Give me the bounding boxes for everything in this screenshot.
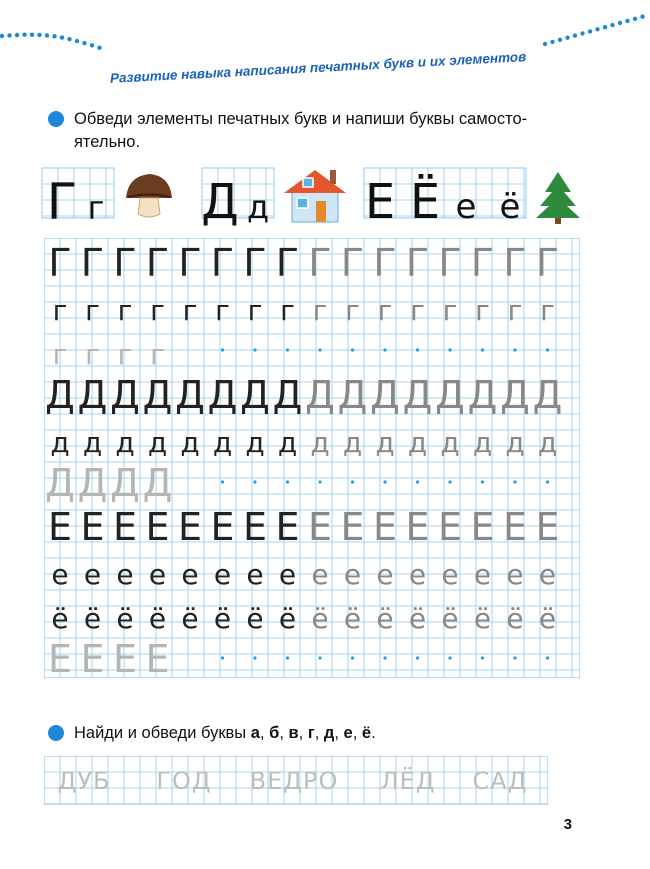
practice-letter: ё (213, 602, 232, 635)
guide-dot (253, 480, 256, 483)
decorative-dot (595, 27, 599, 31)
guide-dot (253, 348, 256, 351)
practice-letter: Е (242, 505, 268, 549)
practice-letter: ё (278, 602, 297, 635)
practice-letter: Д (77, 461, 108, 505)
decorative-dot (633, 17, 637, 21)
practice-letter: Г (113, 241, 137, 285)
practice-letter: Е (112, 637, 138, 678)
practice-letter: Г (308, 241, 332, 285)
decorative-dot (67, 37, 71, 41)
practice-letter: ё (311, 602, 329, 635)
decorative-dot (52, 34, 56, 38)
sample-letters-row (0, 150, 650, 230)
practice-letter: д (440, 426, 460, 459)
practice-letter: Г (373, 241, 397, 285)
practice-letter: Д (467, 373, 498, 417)
practice-letter: Д (402, 373, 433, 417)
decorative-dot (610, 23, 614, 27)
practice-letter: ё (181, 602, 199, 635)
guide-dot (221, 656, 224, 659)
practice-letter: г (475, 294, 490, 327)
sample-letter-e-lower: е (455, 187, 477, 227)
practice-letter: Д (337, 373, 368, 417)
trace-word: ВЕДРО (249, 767, 339, 795)
practice-letter: г (117, 294, 133, 327)
house-icon (284, 170, 346, 222)
guide-dot (448, 348, 451, 351)
decorative-dot (0, 34, 4, 38)
practice-letter: Е (437, 505, 463, 549)
task2-letter: г (307, 724, 315, 742)
practice-letter: д (375, 426, 395, 459)
practice-letter: г (442, 294, 458, 327)
guide-dot (286, 348, 289, 351)
practice-letter: Г (243, 241, 267, 285)
guide-dot (383, 656, 386, 659)
decorative-dot (30, 32, 34, 36)
practice-letter: е (278, 558, 297, 591)
practice-letter: д (50, 426, 70, 459)
task2-letter: в (288, 724, 299, 742)
task2-letters: а, б, в, г, д, е, ё. (250, 724, 376, 742)
practice-letter: Г (438, 241, 462, 285)
practice-letter: Д (45, 461, 75, 505)
practice-letter: Е (47, 505, 73, 549)
sample-letter-d-lower: д (246, 188, 270, 226)
practice-letter: Д (532, 373, 563, 417)
practice-letter: г (150, 294, 165, 327)
trace-word: ГОД (156, 767, 212, 795)
task-instruction-2 (74, 722, 574, 745)
fir-tree-icon (536, 172, 580, 224)
guide-dot (546, 480, 549, 483)
practice-letter: ё (441, 602, 459, 635)
practice-letter: д (310, 426, 330, 459)
sample-letter-g-lower: г (87, 189, 105, 227)
practice-letter: г (85, 338, 100, 371)
practice-letter: е (441, 558, 459, 591)
guide-dot (416, 656, 419, 659)
practice-letter: д (537, 426, 558, 459)
decorative-dot (90, 43, 94, 47)
guide-dot (351, 480, 354, 483)
practice-letter: Д (175, 373, 205, 417)
practice-letter: Г (48, 241, 72, 285)
decorative-dots-left (0, 32, 102, 49)
mushroom-icon (126, 174, 172, 217)
practice-letter: ё (148, 602, 167, 635)
guide-dot (221, 348, 224, 351)
guide-dot (481, 480, 484, 483)
guide-dot (448, 656, 451, 659)
practice-letter: Г (340, 241, 365, 285)
decorative-dot (543, 42, 547, 46)
decorative-dot (603, 25, 607, 29)
guide-dot (481, 656, 484, 659)
practice-letter: г (377, 294, 393, 327)
practice-letter: е (506, 558, 524, 591)
practice-letter: г (507, 294, 523, 327)
practice-letter: Г (275, 241, 300, 285)
practice-letter: Г (80, 241, 105, 285)
guide-dot (318, 656, 321, 659)
practice-letter: Е (80, 637, 105, 678)
practice-letter: Г (178, 241, 202, 285)
guide-dot (546, 656, 549, 659)
practice-letter: Д (240, 373, 270, 417)
practice-letter: Г (535, 241, 560, 285)
practice-letter: ё (538, 602, 557, 635)
decorative-dot (82, 41, 86, 45)
practice-letter: Д (142, 461, 173, 505)
practice-letter: г (52, 338, 68, 371)
sample-letter-g-upper: Г (46, 173, 78, 230)
practice-letter: г (410, 294, 425, 327)
practice-letter: Г (145, 241, 170, 285)
practice-letter: Д (305, 373, 335, 417)
sample-letter-yo-lower: ё (499, 187, 521, 227)
task-instruction-line1: Обведи элементы печатных букв и напиши буквы самосто- (74, 110, 528, 128)
practice-letter: е (181, 558, 199, 591)
trace-word: ДУБ (57, 767, 111, 795)
practice-letter: Г (470, 241, 495, 285)
practice-letter: д (212, 426, 233, 459)
guide-dot (513, 656, 516, 659)
practice-letter: е (116, 558, 134, 591)
practice-letter: д (115, 426, 135, 459)
guide-dot (416, 348, 419, 351)
guide-dot (481, 348, 484, 351)
practice-letter: Д (500, 373, 530, 417)
guide-dot (253, 656, 256, 659)
decorative-dot (45, 33, 49, 37)
guide-dot (286, 480, 289, 483)
practice-letter: д (472, 426, 493, 459)
decorative-dot (588, 29, 592, 33)
sample-letter-e-upper: Е (364, 174, 396, 230)
practice-letter: г (52, 294, 68, 327)
practice-letter: ё (116, 602, 134, 635)
practice-letter: Е (470, 505, 495, 549)
practice-letter: д (277, 426, 298, 459)
practice-letter: е (246, 558, 264, 591)
task2-letter: а (250, 724, 260, 742)
guide-dot (513, 480, 516, 483)
practice-letter: Е (177, 505, 203, 549)
practice-letter: Е (502, 505, 528, 549)
practice-letter: д (147, 426, 168, 459)
practice-letter: Е (145, 505, 170, 549)
decorative-dot (60, 35, 64, 39)
practice-letter: Е (112, 505, 138, 549)
practice-letter: Е (405, 505, 430, 549)
practice-letter: Г (503, 241, 527, 285)
decorative-dot (558, 38, 562, 42)
decorative-dot (565, 36, 569, 40)
decorative-dot (7, 33, 11, 37)
practice-letter: ё (473, 602, 492, 635)
practice-letter: д (342, 426, 363, 459)
sample-letter-d-upper: Д (201, 174, 239, 230)
practice-letter: е (311, 558, 329, 591)
guide-dot (383, 480, 386, 483)
practice-letter: г (85, 294, 100, 327)
task2-letter: ё (361, 724, 372, 742)
guide-dot (318, 348, 321, 351)
decorative-dot (75, 39, 79, 43)
practice-letter: Е (80, 505, 105, 549)
practice-letter: Е (340, 505, 365, 549)
practice-letter: г (182, 294, 198, 327)
practice-letter: Г (405, 241, 430, 285)
decorative-dot (97, 46, 101, 50)
practice-letter: Е (47, 637, 73, 678)
decorative-dot (37, 33, 41, 37)
task2-letter: д (323, 724, 335, 742)
practice-letter: Д (77, 373, 108, 417)
practice-grid (44, 238, 580, 678)
practice-letter: е (376, 558, 394, 591)
practice-letter: Е (535, 505, 560, 549)
practice-letter: г (215, 294, 230, 327)
sample-letter-yo-upper: Ё (409, 174, 441, 230)
practice-letter: Е (307, 505, 333, 549)
practice-letter: Д (45, 373, 75, 417)
practice-letter: Д (435, 373, 465, 417)
practice-letter: Д (142, 373, 173, 417)
decorative-dot (22, 33, 26, 37)
practice-letter: д (180, 426, 200, 459)
practice-letter: е (83, 558, 102, 591)
guide-dot (318, 480, 321, 483)
practice-letter: г (345, 294, 360, 327)
trace-word: ЛЁД (380, 767, 436, 795)
guide-dot (383, 348, 386, 351)
practice-letter: Д (110, 461, 140, 505)
header-banner (0, 0, 650, 90)
practice-letter: ё (246, 602, 264, 635)
practice-letter: е (213, 558, 232, 591)
practice-letter: г (150, 338, 165, 371)
task-instruction-1 (74, 108, 594, 154)
practice-letter: Г (210, 241, 235, 285)
practice-letter: Д (207, 373, 238, 417)
practice-letter: е (473, 558, 492, 591)
task-bullet (48, 725, 64, 741)
practice-letter: Е (372, 505, 398, 549)
decorative-dot (573, 33, 577, 37)
decorative-dot (550, 40, 554, 44)
practice-letter: ё (408, 602, 427, 635)
task-instruction-line2: ятельно. (74, 133, 141, 151)
trace-word: САД (472, 767, 528, 795)
practice-letter: Е (145, 637, 170, 678)
practice-letter: Д (370, 373, 400, 417)
practice-letter: ё (83, 602, 102, 635)
decorative-dot (618, 21, 622, 25)
task2-prefix: Найди и обведи буквы (74, 724, 251, 742)
guide-dot (351, 348, 354, 351)
practice-letter: ё (506, 602, 524, 635)
decorative-dots-right (543, 15, 645, 47)
practice-letter: г (312, 294, 328, 327)
guide-dot (221, 480, 224, 483)
page-number: 3 (563, 816, 572, 833)
practice-letter: е (408, 558, 427, 591)
practice-letter: д (407, 426, 428, 459)
practice-letter: ё (343, 602, 362, 635)
task2-letter: е (343, 724, 353, 742)
practice-letter: Д (272, 373, 303, 417)
practice-letter: ё (51, 602, 69, 635)
guide-dot (513, 348, 516, 351)
practice-letter: г (117, 338, 133, 371)
practice-letter: е (343, 558, 362, 591)
practice-letter: Е (210, 505, 235, 549)
practice-letter: Е (275, 505, 300, 549)
task2-letter: б (269, 724, 280, 742)
practice-letter: е (538, 558, 557, 591)
guide-dot (286, 656, 289, 659)
decorative-dot (580, 31, 584, 35)
practice-letter: е (148, 558, 167, 591)
guide-dot (416, 480, 419, 483)
decorative-dot (625, 19, 629, 23)
practice-letter: д (505, 426, 525, 459)
practice-letter: Д (110, 373, 140, 417)
guide-dot (546, 348, 549, 351)
practice-letter: г (540, 294, 555, 327)
guide-dot (448, 480, 451, 483)
practice-letter: е (51, 558, 69, 591)
practice-letter: ё (376, 602, 394, 635)
decorative-dot (640, 15, 644, 19)
section-title: Развитие навыка написания печатных букв и их элементов (109, 49, 527, 86)
task-bullet (48, 111, 64, 127)
decorative-dot (15, 33, 19, 37)
practice-letter: д (245, 426, 265, 459)
practice-letter: д (82, 426, 103, 459)
practice-letter: г (280, 294, 295, 327)
practice-letter: г (247, 294, 263, 327)
guide-dot (351, 656, 354, 659)
words-grid (44, 756, 548, 806)
